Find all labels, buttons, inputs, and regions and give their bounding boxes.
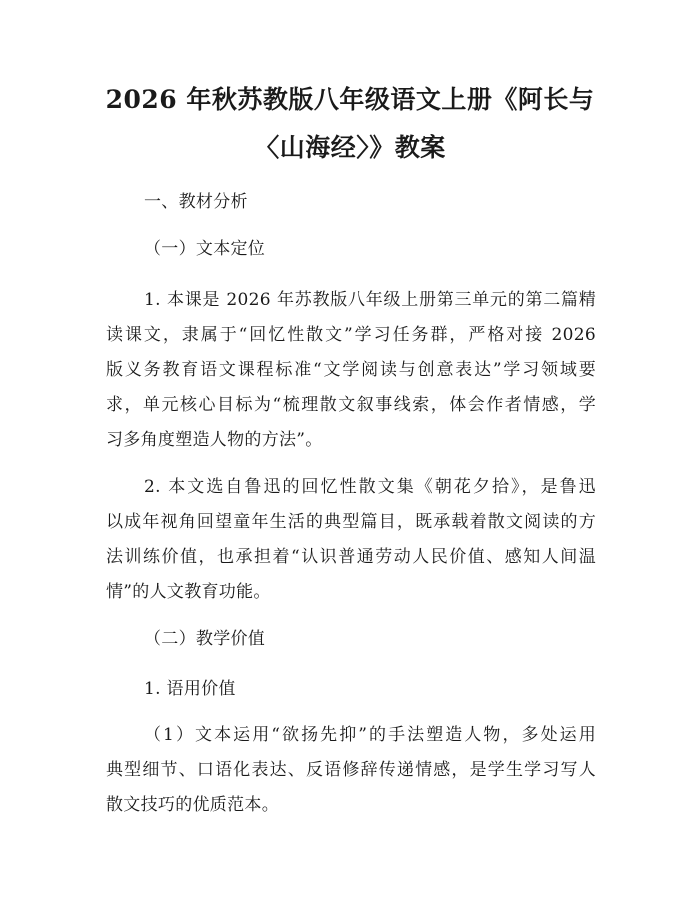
subsection-heading: （二）教学价值	[144, 629, 266, 649]
paragraph-line: 法训练价值，也承担着“认识普通劳动人民价值、感知人间温	[106, 547, 596, 567]
paragraph-line: 习多角度塑造人物的方法”。	[106, 430, 323, 450]
paragraph-line: 散文技巧的优质范本。	[106, 795, 279, 815]
paragraph-line: 情”的人文教育功能。	[106, 582, 271, 602]
paragraph-line: 2. 本文选自鲁迅的回忆性散文集《朝花夕拾》，是鲁迅	[144, 477, 596, 497]
item-heading: 1. 语用价值	[144, 679, 236, 699]
document-title-line-2: 〈山海经〉》教案	[254, 133, 446, 162]
paragraph-line: （1）文本运用“欲扬先抑”的手法塑造人物，多处运用	[144, 725, 596, 745]
subsection-heading: （一）文本定位	[144, 239, 266, 259]
paragraph-line: 读课文，隶属于“回忆性散文”学习任务群，严格对接 2026	[106, 325, 596, 345]
document-title-line-1: 2026 年秋苏教版八年级语文上册《阿长与	[105, 85, 595, 114]
paragraph-line: 版义务教育语文课程标准“文学阅读与创意表达”学习领域要	[106, 360, 596, 380]
paragraph-line: 1. 本课是 2026 年苏教版八年级上册第三单元的第二篇精	[144, 290, 596, 310]
section-heading: 一、教材分析	[144, 192, 248, 212]
paragraph-line: 典型细节、口语化表达、反语修辞传递情感，是学生学习写人	[106, 760, 596, 780]
paragraph-line: 以成年视角回望童年生活的典型篇目，既承载着散文阅读的方	[106, 512, 596, 532]
paragraph-line: 求，单元核心目标为“梳理散文叙事线索，体会作者情感，学	[106, 395, 596, 415]
